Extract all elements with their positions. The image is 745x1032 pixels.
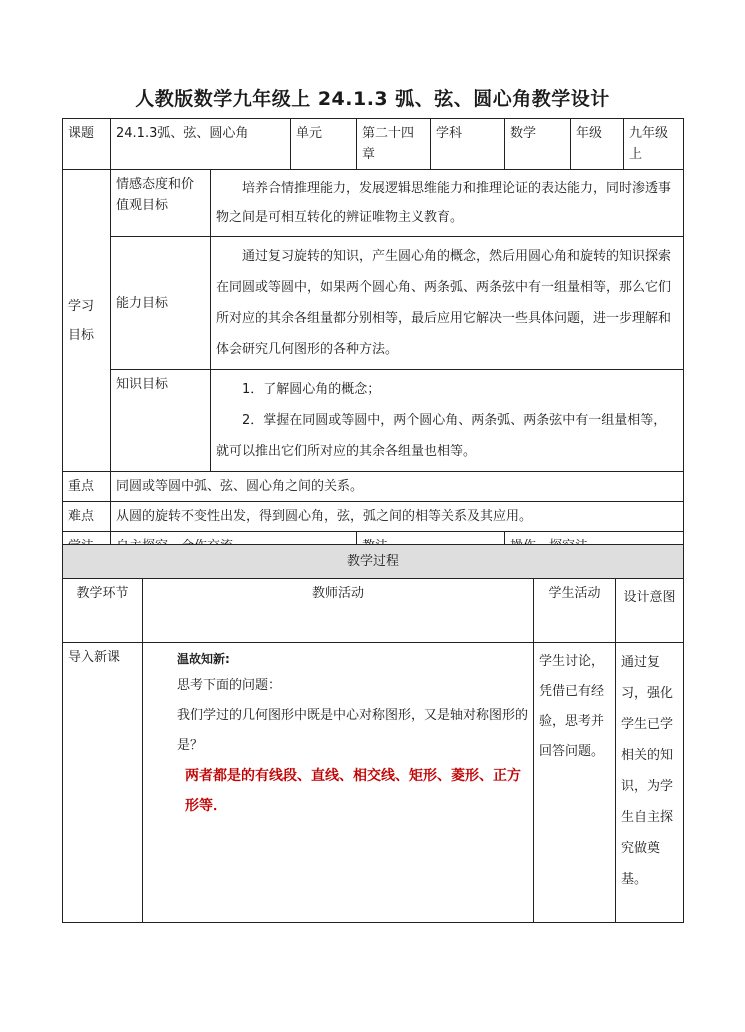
unit-label: 单元 (291, 119, 357, 170)
key-point-label: 重点 (63, 472, 111, 502)
teacher-activity (143, 643, 534, 923)
header-teacher: 教师活动 (143, 579, 534, 643)
grade-label: 年级 (571, 119, 624, 170)
objective-text-knowledge (211, 370, 684, 472)
grade-value: 九年级上 (624, 119, 684, 170)
key-point-text: 同圆或等圆中弧、弦、圆心角之间的关系。 (111, 472, 684, 502)
topic-value: 24.1.3弧、弦、圆心角 (111, 119, 291, 170)
process-section-title: 教学过程 (63, 545, 684, 579)
knowledge-point-1: 1．了解圆心角的概念； (242, 382, 381, 397)
unit-value: 第二十四章 (357, 119, 431, 170)
lesson-info-table (62, 118, 684, 562)
stage-intro: 导入新课 (63, 643, 143, 923)
subject-label: 学科 (431, 119, 505, 170)
topic-label: 课题 (63, 119, 111, 170)
objective-text-attitude: 培养合情推理能力，发展逻辑思维能力和推理论证的表达能力，同时渗透事物之间是可相互转化的辨证唯物主义教育。 (211, 170, 684, 237)
teacher-answer: 两者都是的有线段、直线、相交线、矩形、菱形、正方形等． (185, 768, 521, 814)
knowledge-point-2: 2．掌握在同圆或等圆中，两个圆心角、两条弧、两条弦中有一组量相等，就可以推出它们所对应的其余各组量也相等。 (216, 413, 667, 459)
design-intent: 通过复习，强化学生已学相关的知识，为学生自主探究做奠基。 (616, 643, 684, 923)
review-heading: 温故知新: (177, 652, 230, 666)
difficulty-text: 从圆的旋转不变性出发，得到圆心角，弦，弧之间的相等关系及其应用。 (111, 502, 684, 532)
student-activity: 学生讨论，凭借已有经验，思考并回答问题。 (534, 643, 616, 923)
header-stage: 教学环节 (63, 579, 143, 643)
teaching-process-table (62, 544, 684, 923)
difficulty-label: 难点 (63, 502, 111, 532)
objective-label-ability: 能力目标 (111, 237, 211, 370)
subject-value: 数学 (505, 119, 571, 170)
header-student: 学生活动 (534, 579, 616, 643)
objective-label-knowledge: 知识目标 (111, 370, 211, 472)
teacher-question: 我们学过的几何图形中既是中心对称图形，又是轴对称图形的是？ (177, 708, 529, 753)
objectives-label: 学习目标 (63, 170, 111, 472)
objective-label-attitude: 情感态度和价值观目标 (111, 170, 211, 237)
objective-text-ability: 通过复习旋转的知识，产生圆心角的概念，然后用圆心角和旋转的知识探索在同圆或等圆中，如果两个圆心角、两条弧、两条弦中有一组量相等，那么它们所对应的其余各组量都分别相等，最后应用它解决一些具体问题，进一步理解和体会研究几何图形的各种方法。 (211, 237, 684, 370)
teacher-prompt: 思考下面的问题： (177, 678, 282, 693)
document-title: 人教版数学九年级上 24.1.3 弧、弦、圆心角教学设计 (135, 88, 610, 110)
header-intent: 设计意图 (616, 579, 684, 643)
